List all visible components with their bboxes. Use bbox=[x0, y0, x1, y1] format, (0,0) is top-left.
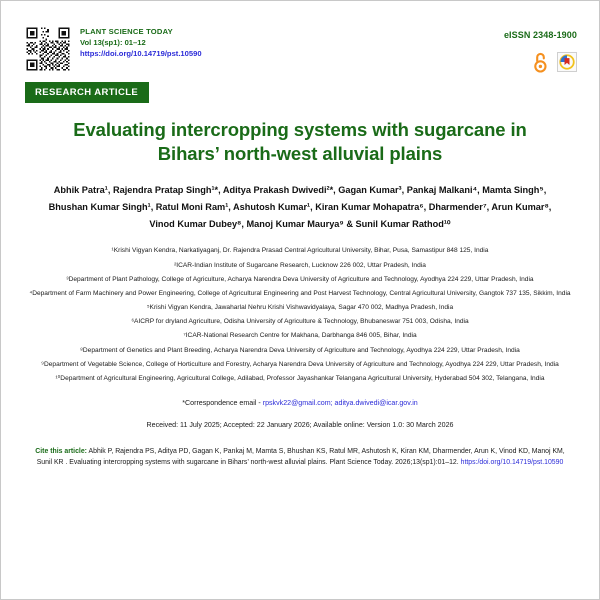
page-title: Evaluating intercropping systems with sugarcane in Bihars’ north-west alluvial plains bbox=[73, 119, 527, 164]
author-line: Vinod Kumar Dubey⁸, Manoj Kumar Maurya⁹ & Sunil Kumar Rathod¹⁰ bbox=[149, 219, 451, 230]
eissn-text: eISSN 2348-1900 bbox=[503, 30, 577, 40]
affiliation-item: ²ICAR-Indian Institute of Sugarcane Research, Lucknow 226 002, Uttar Pradesh, India bbox=[174, 261, 426, 269]
journal-logo-icon[interactable] bbox=[557, 52, 577, 72]
affiliation-item: ⁷ICAR-National Research Centre for Makhana, Darbhanga 846 005, Bihar, India bbox=[183, 332, 417, 340]
citation-authors-title: Abhik P, Rajendra PS, Aditya PD, Gagan K, Pankaj M, Mamta S, Bhushan KS, Ratul MR, Ashutosh K, Kiran KM, Dharmender, Arun K, Vinod KD, Manoj KM, Sunil KR . Evaluating intercropping systems with sugarcane in Bihars’ north-west alluvial plains. bbox=[36, 447, 565, 467]
affiliation-item: ⁶AICRP for dryland Agriculture, Odisha University of Agriculture & Technology, Bhubaneswar 751 003, Odisha, India bbox=[131, 318, 469, 326]
citation-block bbox=[29, 446, 571, 470]
article-type-row bbox=[1, 73, 599, 103]
affiliation-item: ⁸Department of Genetics and Plant Breeding, Acharya Narendra Deva University of Agriculture and Technology, Ayodhya 224 229, Uttar Pradesh, India bbox=[80, 346, 520, 354]
open-access-icons bbox=[533, 51, 577, 73]
author-line: Abhik Patra¹, Rajendra Pratap Singh¹*, Aditya Prakash Dwivedi²*, Gagan Kumar³, Pankaj Malkani⁴, Mamta Singh⁵, bbox=[53, 185, 547, 196]
affiliation-item: ¹⁰Department of Agricultural Engineering, Agricultural College, Adilabad, Professor Jayashankar Telangana Agricultural University, Hyderabad 504 302, Telangana, India bbox=[55, 374, 545, 382]
research-article-badge: RESEARCH ARTICLE bbox=[25, 82, 149, 103]
citation-doi-link[interactable]: https:/doi.org/10.14719/pst.10590 bbox=[460, 459, 564, 467]
cite-this-article-label: Cite this article: bbox=[35, 447, 87, 455]
affiliation-item: ⁵Krishi Vigyan Kendra, Jawaharlal Nehru Krishi Vishwavidyalaya, Sagar 470 002, Madhya Pradesh, India bbox=[146, 304, 454, 312]
journal-meta bbox=[80, 26, 202, 58]
publication-dates: Received: 11 July 2025; Accepted: 22 January 2026; Available online: Version 1.0: 30 March 2026 bbox=[146, 420, 454, 429]
author-line: Bhushan Kumar Singh¹, Ratul Moni Ram¹, Ashutosh Kumar¹, Kiran Kumar Mohapatra⁶, Dharmender⁷, Arun Kumar⁸, bbox=[48, 202, 552, 213]
correspondence-line bbox=[1, 399, 599, 407]
correspondence-label: *Correspondence email - bbox=[182, 398, 261, 407]
affiliation-item: ⁴Department of Farm Machinery and Power Engineering, College of Agricultural Engineering and Post Harvest Technology, Central Agricultural University, Gangtok 737 135, Sikkim, India bbox=[29, 289, 571, 297]
affiliation-item: ¹Krishi Vigyan Kendra, Narkatiyaganj, Dr. Rajendra Prasad Central Agricultural University, Bihar, Pusa, Samastipur 848 125, India bbox=[111, 247, 489, 255]
correspondence-email-link[interactable]: rpskvk22@gmail.com; aditya.dwivedi@icar.gov.in bbox=[262, 398, 418, 407]
qr-code-icon[interactable] bbox=[25, 26, 71, 72]
citation-source: Plant Science Today. 2026;13(sp1):01–12. bbox=[329, 459, 459, 467]
page-header bbox=[1, 1, 599, 73]
journal-doi-link[interactable]: https://doi.org/10.14719/pst.10590 bbox=[80, 49, 202, 58]
journal-name: PLANT SCIENCE TODAY bbox=[80, 27, 173, 36]
affiliation-list bbox=[19, 246, 581, 384]
open-access-lock-icon[interactable] bbox=[533, 51, 548, 73]
author-list bbox=[31, 182, 569, 233]
header-right-block bbox=[504, 26, 577, 73]
journal-volume: Vol 13(sp1): 01–12 bbox=[80, 38, 146, 47]
journal-identity-block bbox=[25, 26, 202, 72]
affiliation-item: ⁹Department of Vegetable Science, College of Horticulture and Forestry, Acharya Narendra Deva University of Agriculture and Technology, Ayodhya 224 229, Uttar Pradesh, India bbox=[41, 360, 559, 368]
affiliation-item: ³Department of Plant Pathology, College of Agriculture, Acharya Narendra Deva University of Agriculture and Technology, Ayodhya 224 229, Uttar Pradesh, India bbox=[66, 275, 534, 283]
